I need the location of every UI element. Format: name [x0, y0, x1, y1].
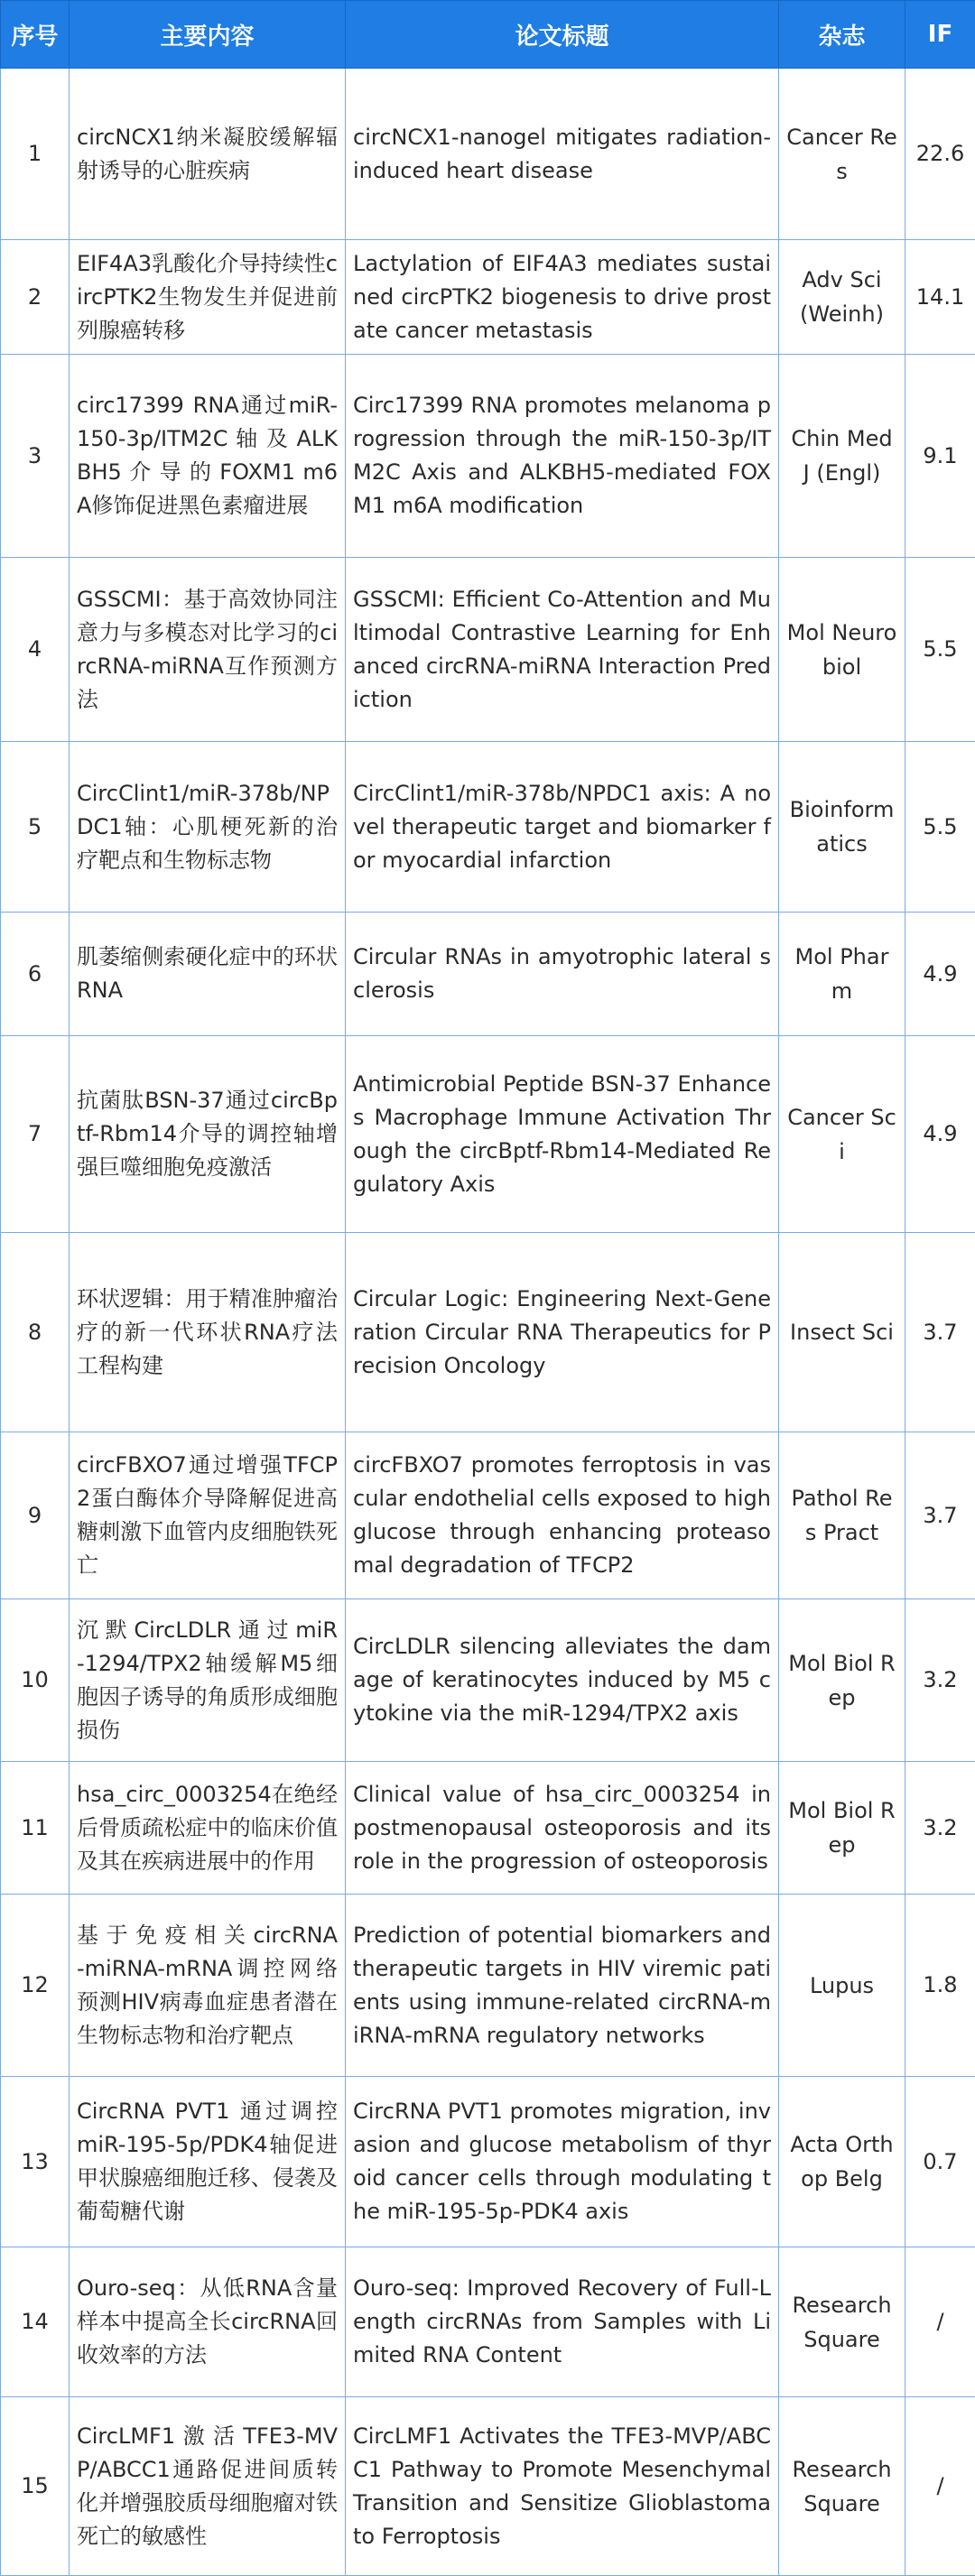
row-paper-title: Circular Logic: Engineering Next-Generation Circular RNA Therapeutics for Precision Oncology — [346, 1233, 779, 1432]
row-journal: Chin Med J (Engl) — [779, 355, 905, 558]
row-journal: Mol Pharm — [779, 913, 905, 1036]
row-journal: Pathol Res Pract — [779, 1432, 905, 1599]
row-index: 8 — [1, 1233, 70, 1432]
row-main-content: 肌萎缩侧索硬化症中的环状RNA — [70, 913, 346, 1036]
row-paper-title: CircLMF1 Activates the TFE3-MVP/ABCC1 Pathway to Promote Mesenchymal Transition and Sensitize Glioblastoma to Ferroptosis — [346, 2397, 779, 2576]
row-index: 4 — [1, 558, 70, 742]
row-impact-factor: / — [905, 2247, 975, 2397]
row-index: 7 — [1, 1036, 70, 1233]
row-paper-title: CircRNA PVT1 promotes migration, invasion and glucose metabolism of thyroid cancer cells through modulating the miR-195-5p-PDK4 axis — [346, 2077, 779, 2247]
row-main-content: circFBXO7通过增强TFCP2蛋白酶体介导降解促进高糖刺激下血管内皮细胞铁死亡 — [70, 1432, 346, 1599]
row-index: 11 — [1, 1762, 70, 1895]
row-main-content: CircLMF1 激 活 TFE3-MVP/ABCC1通路促进间质转化并增强胶质母细胞瘤对铁死亡的敏感性 — [70, 2397, 346, 2576]
table-row — [1, 355, 975, 558]
table-row — [1, 913, 975, 1036]
row-index: 13 — [1, 2077, 70, 2247]
table-row — [1, 69, 975, 240]
row-main-content: Ouro-seq：从低RNA含量样本中提高全长circRNA回收效率的方法 — [70, 2247, 346, 2397]
row-paper-title: Clinical value of hsa_circ_0003254 in postmenopausal osteoporosis and its role in the progression of osteoporosis — [346, 1762, 779, 1895]
row-main-content: hsa_circ_0003254在绝经后骨质疏松症中的临床价值及其在疾病进展中的作用 — [70, 1762, 346, 1895]
row-index: 9 — [1, 1432, 70, 1599]
row-paper-title: Ouro-seq: Improved Recovery of Full-Length circRNAs from Samples with Limited RNA Content — [346, 2247, 779, 2397]
row-paper-title: GSSCMI: Efficient Co-Attention and Multimodal Contrastive Learning for Enhanced circRNA-miRNA Interaction Prediction — [346, 558, 779, 742]
row-journal: Cancer Res — [779, 69, 905, 240]
row-impact-factor: 1.8 — [905, 1895, 975, 2077]
table-row — [1, 2397, 975, 2576]
row-main-content: circ17399 RNA通过miR-150-3p/ITM2C 轴 及 ALKBH5 介 导 的 FOXM1 m6A修饰促进黑色素瘤进展 — [70, 355, 346, 558]
row-impact-factor: 14.1 — [905, 240, 975, 355]
table-row — [1, 1432, 975, 1599]
row-index: 5 — [1, 742, 70, 913]
table-row — [1, 558, 975, 742]
row-index: 10 — [1, 1599, 70, 1762]
row-impact-factor: 3.2 — [905, 1762, 975, 1895]
row-index: 6 — [1, 913, 70, 1036]
row-impact-factor: 9.1 — [905, 355, 975, 558]
row-impact-factor: 3.7 — [905, 1233, 975, 1432]
header-row — [1, 1, 975, 69]
row-paper-title: CircClint1/miR-378b/NPDC1 axis: A novel therapeutic target and biomarker for myocardial infarction — [346, 742, 779, 913]
row-journal: Research Square — [779, 2397, 905, 2576]
row-main-content: 基 于 免 疫 相 关 circRNA-miRNA-mRNA调控网络预测HIV病毒血症患者潜在生物标志物和治疗靶点 — [70, 1895, 346, 2077]
row-paper-title: Prediction of potential biomarkers and therapeutic targets in HIV viremic patients using immune-related circRNA-miRNA-mRNA regulatory networks — [346, 1895, 779, 2077]
row-index: 15 — [1, 2397, 70, 2576]
row-journal: Mol Neurobiol — [779, 558, 905, 742]
header-paper-title: 论文标题 — [346, 1, 779, 69]
row-main-content: GSSCMI：基于高效协同注意力与多模态对比学习的circRNA-miRNA互作预测方法 — [70, 558, 346, 742]
row-index: 3 — [1, 355, 70, 558]
table-row — [1, 2077, 975, 2247]
table-row — [1, 742, 975, 913]
row-index: 12 — [1, 1895, 70, 2077]
row-journal: Bioinformatics — [779, 742, 905, 913]
row-paper-title: circFBXO7 promotes ferroptosis in vascular endothelial cells exposed to high glucose through enhancing proteasomal degradation of TFCP2 — [346, 1432, 779, 1599]
row-paper-title: CircLDLR silencing alleviates the damage of keratinocytes induced by M5 cytokine via the miR-1294/TPX2 axis — [346, 1599, 779, 1762]
row-journal: Research Square — [779, 2247, 905, 2397]
header-journal: 杂志 — [779, 1, 905, 69]
row-impact-factor: 5.5 — [905, 742, 975, 913]
row-paper-title: Circular RNAs in amyotrophic lateral sclerosis — [346, 913, 779, 1036]
row-main-content: CircRNA PVT1 通过调控 miR-195-5p/PDK4轴促进甲状腺癌细胞迁移、侵袭及葡萄糖代谢 — [70, 2077, 346, 2247]
row-main-content: EIF4A3乳酸化介导持续性circPTK2生物发生并促进前列腺癌转移 — [70, 240, 346, 355]
row-impact-factor: 3.7 — [905, 1432, 975, 1599]
row-impact-factor: 5.5 — [905, 558, 975, 742]
row-impact-factor: 0.7 — [905, 2077, 975, 2247]
row-journal: Adv Sci (Weinh) — [779, 240, 905, 355]
row-impact-factor: 3.2 — [905, 1599, 975, 1762]
row-impact-factor: 4.9 — [905, 1036, 975, 1233]
row-journal: Acta Orthop Belg — [779, 2077, 905, 2247]
row-index: 14 — [1, 2247, 70, 2397]
row-main-content: 沉 默 CircLDLR 通 过 miR-1294/TPX2轴缓解M5细胞因子诱导的角质形成细胞损伤 — [70, 1599, 346, 1762]
header-index: 序号 — [1, 1, 70, 69]
row-main-content: 抗菌肽BSN-37通过circBptf-Rbm14介导的调控轴增强巨噬细胞免疫激活 — [70, 1036, 346, 1233]
row-journal: Mol Biol Rep — [779, 1762, 905, 1895]
table-row — [1, 1895, 975, 2077]
row-main-content: CircClint1/miR-378b/NPDC1轴：心肌梗死新的治疗靶点和生物标志物 — [70, 742, 346, 913]
row-journal: Cancer Sci — [779, 1036, 905, 1233]
table-row — [1, 240, 975, 355]
table-row — [1, 1036, 975, 1233]
table-row — [1, 2247, 975, 2397]
header-main-content: 主要内容 — [70, 1, 346, 69]
row-index: 2 — [1, 240, 70, 355]
row-journal: Mol Biol Rep — [779, 1599, 905, 1762]
row-journal: Insect Sci — [779, 1233, 905, 1432]
row-index: 1 — [1, 69, 70, 240]
row-main-content: 环状逻辑：用于精准肿瘤治疗的新一代环状RNA疗法工程构建 — [70, 1233, 346, 1432]
row-impact-factor: 4.9 — [905, 913, 975, 1036]
row-paper-title: Circ17399 RNA promotes melanoma progression through the miR-150-3p/ITM2C Axis and ALKBH5-mediated FOXM1 m6A modification — [346, 355, 779, 558]
row-paper-title: Antimicrobial Peptide BSN-37 Enhances Macrophage Immune Activation Through the circBptf-Rbm14-Mediated Regulatory Axis — [346, 1036, 779, 1233]
row-paper-title: circNCX1-nanogel mitigates radiation-induced heart disease — [346, 69, 779, 240]
table-row — [1, 1599, 975, 1762]
row-main-content: circNCX1纳米凝胶缓解辐射诱导的心脏疾病 — [70, 69, 346, 240]
table-row — [1, 1233, 975, 1432]
header-impact-factor: IF — [905, 1, 975, 69]
table-row — [1, 1762, 975, 1895]
row-impact-factor: 22.6 — [905, 69, 975, 240]
row-impact-factor: / — [905, 2397, 975, 2576]
row-journal: Lupus — [779, 1895, 905, 2077]
row-paper-title: Lactylation of EIF4A3 mediates sustained circPTK2 biogenesis to drive prostate cancer metastasis — [346, 240, 779, 355]
